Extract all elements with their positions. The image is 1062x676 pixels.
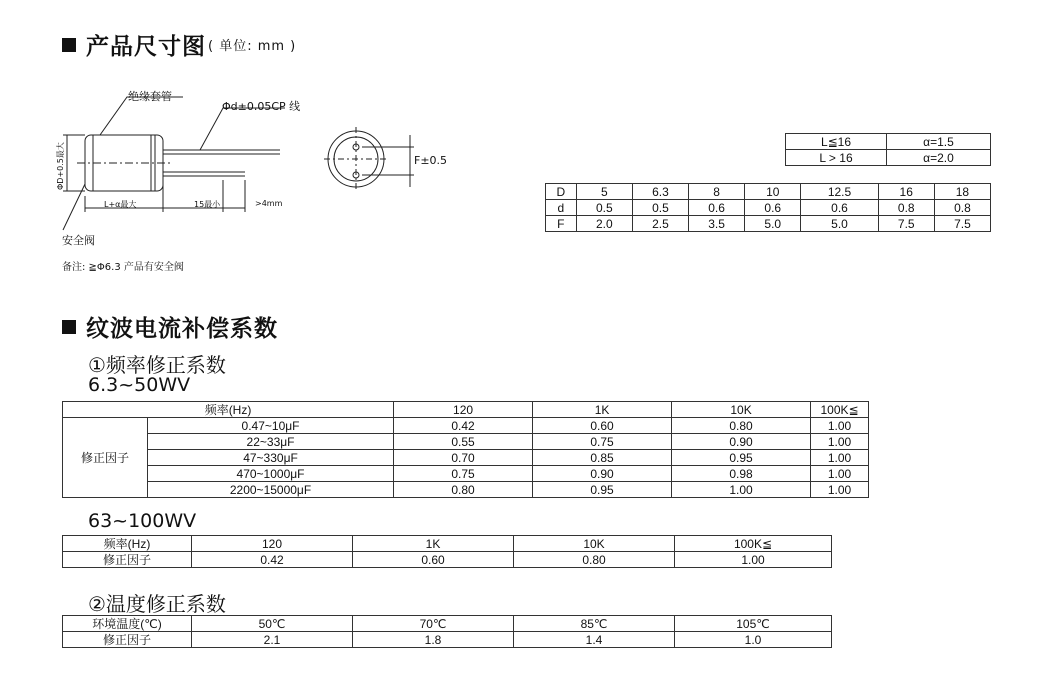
table-row	[63, 450, 869, 466]
table-cell: F	[546, 216, 577, 232]
table-cell: 5.0	[745, 216, 801, 232]
table-cell: 0.42	[192, 552, 353, 568]
table-cell: 1.00	[672, 482, 811, 498]
table-cell: 环境温度(℃)	[63, 616, 192, 632]
table-cell: 频率(Hz)	[63, 402, 394, 418]
dimensions-heading	[62, 28, 296, 61]
table-cell: 1.00	[811, 450, 869, 466]
table-cell: 1.0	[675, 632, 832, 648]
table-row	[63, 402, 869, 418]
table-cell: 修正因子	[63, 632, 192, 648]
table-cell: 0.60	[533, 418, 672, 434]
table-cell: 0.90	[672, 434, 811, 450]
table-cell: 6.3	[632, 184, 688, 200]
table-cell: 5.0	[801, 216, 878, 232]
table-cell: 频率(Hz)	[63, 536, 192, 552]
table-cell: 0.60	[353, 552, 514, 568]
table-cell: 0.8	[878, 200, 934, 216]
table-cell: 85℃	[514, 616, 675, 632]
table-row	[63, 632, 832, 648]
table-cell: 1.4	[514, 632, 675, 648]
freq-title: ①频率修正系数	[88, 353, 226, 377]
table-row	[63, 434, 869, 450]
table-cell: α=2.0	[887, 150, 991, 166]
table-cell: 0.47~10μF	[148, 418, 394, 434]
vent-note: 备注: ≧Φ6.3 产品有安全阀	[62, 262, 184, 273]
size-table	[545, 183, 991, 232]
lead-label: Φd±0.05CP 线	[222, 100, 301, 113]
dimensions-title: 产品尺寸图	[86, 34, 206, 60]
table-cell: 7.5	[878, 216, 934, 232]
ripple-title: 纹波电流补偿系数	[86, 316, 278, 342]
table-cell: 1.00	[811, 418, 869, 434]
freq-table-1	[62, 401, 869, 498]
table-cell: 0.5	[632, 200, 688, 216]
table-row	[546, 216, 991, 232]
range2-label: 63~100WV	[88, 510, 197, 532]
table-cell: 5	[576, 184, 632, 200]
table-cell: 70℃	[353, 616, 514, 632]
freq-table-2	[62, 535, 832, 568]
table-cell: 47~330μF	[148, 450, 394, 466]
table-row	[63, 482, 869, 498]
table-row	[546, 200, 991, 216]
table-cell: 0.42	[394, 418, 533, 434]
table-cell: 120	[394, 402, 533, 418]
table-cell: 120	[192, 536, 353, 552]
table-cell: 0.95	[672, 450, 811, 466]
table-cell: 10	[745, 184, 801, 200]
temp-title: ②温度修正系数	[88, 592, 226, 616]
table-cell: d	[546, 200, 577, 216]
table-cell: D	[546, 184, 577, 200]
table-cell: 0.85	[533, 450, 672, 466]
table-cell: 22~33μF	[148, 434, 394, 450]
table-cell: 470~1000μF	[148, 466, 394, 482]
unit-label: ( 单位: mm )	[208, 39, 297, 54]
table-cell: 0.6	[689, 200, 745, 216]
table-cell: 0.70	[394, 450, 533, 466]
table-cell: 7.5	[934, 216, 990, 232]
table-cell: 2.0	[576, 216, 632, 232]
table-cell: 1.8	[353, 632, 514, 648]
table-cell: 50℃	[192, 616, 353, 632]
table-cell: L≦16	[786, 134, 887, 150]
table-cell: 10K	[672, 402, 811, 418]
table-cell: 16	[878, 184, 934, 200]
table-row	[786, 150, 991, 166]
table-cell: 2200~15000μF	[148, 482, 394, 498]
sleeve-label: 绝缘套管	[128, 90, 172, 103]
table-cell: 0.6	[745, 200, 801, 216]
vent-label: 安全阀	[62, 234, 95, 247]
table-cell: 0.80	[672, 418, 811, 434]
table-cell: 1.00	[811, 466, 869, 482]
table-cell: 12.5	[801, 184, 878, 200]
lead-gap-label: >4mm	[255, 199, 283, 208]
table-cell: 0.55	[394, 434, 533, 450]
table-cell: 2.1	[192, 632, 353, 648]
capacitor-end-view	[322, 125, 427, 195]
table-cell: 0.98	[672, 466, 811, 482]
table-row	[786, 134, 991, 150]
table-cell: 0.90	[533, 466, 672, 482]
square-bullet-icon	[62, 320, 76, 334]
table-cell: 修正因子	[63, 552, 192, 568]
table-cell: 0.75	[394, 466, 533, 482]
square-bullet-icon	[62, 38, 76, 52]
table-cell: α=1.5	[887, 134, 991, 150]
range1-label: 6.3~50WV	[88, 374, 191, 396]
table-cell: 100K≦	[811, 402, 869, 418]
table-row	[63, 552, 832, 568]
table-cell: 1.00	[811, 434, 869, 450]
table-row	[63, 616, 832, 632]
table-cell: 0.80	[514, 552, 675, 568]
table-cell: 3.5	[689, 216, 745, 232]
table-cell: L > 16	[786, 150, 887, 166]
table-cell: 105℃	[675, 616, 832, 632]
table-cell: 2.5	[632, 216, 688, 232]
temp-table	[62, 615, 832, 648]
length-label: L+α最大	[104, 200, 137, 209]
table-cell: 100K≦	[675, 536, 832, 552]
table-row	[63, 536, 832, 552]
table-cell: 0.95	[533, 482, 672, 498]
table-cell: 0.75	[533, 434, 672, 450]
table-cell: 修正因子	[63, 418, 148, 498]
table-cell: 8	[689, 184, 745, 200]
diameter-label: ΦD+0.5最大	[56, 142, 65, 190]
pitch-label: F±0.5	[414, 154, 448, 167]
table-cell: 0.80	[394, 482, 533, 498]
table-cell: 18	[934, 184, 990, 200]
alpha-table	[785, 133, 991, 166]
table-cell: 1K	[533, 402, 672, 418]
table-row	[546, 184, 991, 200]
table-cell: 10K	[514, 536, 675, 552]
ripple-heading	[62, 310, 278, 343]
table-cell: 1.00	[675, 552, 832, 568]
table-row	[63, 466, 869, 482]
table-cell: 1.00	[811, 482, 869, 498]
table-cell: 0.8	[934, 200, 990, 216]
table-cell: 1K	[353, 536, 514, 552]
table-cell: 0.5	[576, 200, 632, 216]
table-row	[63, 418, 869, 434]
table-cell: 0.6	[801, 200, 878, 216]
lead-length-label: 15最小	[194, 200, 221, 209]
